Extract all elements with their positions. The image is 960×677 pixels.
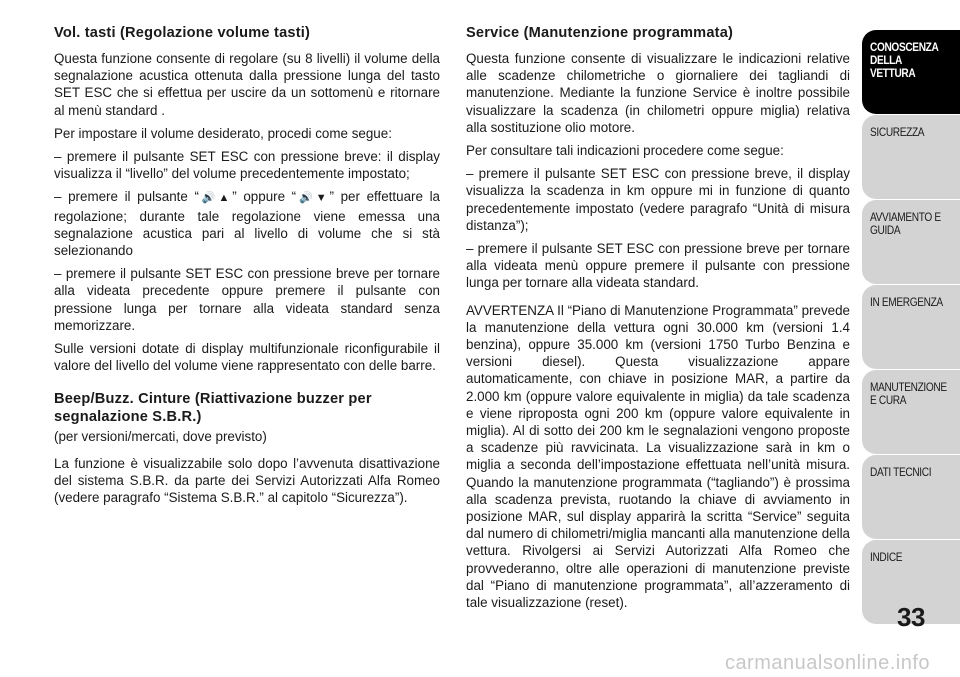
tab-label: IN EMERGENZA (870, 297, 943, 309)
paragraph: – premere il pulsante SET ESC con pressione breve per tornare alla videata precedente oppure premere il pulsante con pressione lunga per tornare alla videata standard senza memorizzare. (54, 266, 440, 333)
tab-conoscenza-della-vettura[interactable] (862, 30, 960, 114)
left-column (54, 24, 440, 512)
paragraph-volume-buttons (54, 188, 440, 259)
warning-paragraph: AVVERTENZA Il “Piano di Manutenzione Programmata” prevede la manutenzione della vettura ogni 30.000 km (versioni 1.4 benzina), oppure 35.000 km (versioni 1750 Turbo Benzina e versioni diesel). Questa visualizzazione appare automaticamente, con chiave in posizione MAR, a partire da 2.000 km (oppure valore equivalente in miglia) da tale scadenza e viene riproposta ogni 200 km (oppure valore equivalente in miglia). Al di sotto dei 200 km le segnalazioni vengono proposte a scadenze più ravvicinata. La visualizzazione sarà in km o miglia a seconda dell’impostazione effettuata nell’unità misura. Quando la manutenzione programmata (“tagliando”) è prossima alla scadenza prevista, ruotando la chiave di avviamento in posizione MAR, sul display apparirà la scritta “Service” seguita dal numero di chilometri/miglia mancanti alla manutenzione della vettura. Rivolgersi ai Servizi Autorizzati Alfa Romeo che provvederanno, oltre alle operazioni di manutenzione previste dal “Piano di manutenzione programmata”, all’azzeramento di tale visualizzazione (reset). (466, 302, 850, 611)
section-title-service: Service (Manutenzione programmata) (466, 25, 734, 41)
section-note: (per versioni/mercati, dove previsto) (54, 429, 267, 445)
tab-label: SICUREZZA (870, 127, 925, 139)
paragraph: Questa funzione consente di visualizzare le indicazioni relative alle scadenze chilometriche o giornaliere dei tagliandi di manutenzione. Mediante la funzione Service è inoltre possibile visualizzare la scadenza (in chilometri oppure miglia) relativa alla sostituzione olio motore. (466, 51, 850, 135)
tab-label: AVVIAMENTO E GUIDA (870, 212, 941, 237)
page-number: 33 (897, 602, 925, 632)
paragraph: Questa funzione consente di regolare (su 8 livelli) il volume della segnalazione acustica ottenuta dalla pressione lunga del tasto SET ESC che si effettua per uscire da un sottomenù e ritornare al menù standard . (54, 51, 440, 118)
section-title-buzzer: Beep/Buzz. Cinture (Riattivazione buzzer per segnalazione S.B.R.) (54, 391, 372, 426)
paragraph: Sulle versioni dotate di display multifunzionale riconfigurabile il valore del livello del volume viene rappresentato con delle barre. (54, 341, 440, 374)
section-title-volume: Vol. tasti (Regolazione volume tasti) (54, 25, 311, 41)
tab-sicurezza[interactable] (862, 115, 960, 199)
text-part: ” oppure “ (232, 189, 297, 205)
paragraph: – premere il pulsante SET ESC con pressione breve, il display visualizza la scadenza in km oppure mi in funzione di quanto precedentemente impostato (vedere paragrafo “Unità di misura distanza”); (466, 166, 850, 233)
tab-dati-tecnici[interactable] (862, 455, 960, 539)
tab-in-emergenza[interactable] (862, 285, 960, 369)
volume-up-icon: 🔊▲ (198, 192, 233, 205)
paragraph: Per impostare il volume desiderato, procedi come segue: (54, 125, 392, 141)
paragraph: – premere il pulsante SET ESC con pressione breve per tornare alla videata menù oppure premere il pulsante con pressione lunga per tornare alla videata standard. (466, 241, 850, 291)
tab-label: MANUTENZIONE E CURA (870, 382, 947, 407)
tab-label: INDICE (870, 552, 903, 564)
paragraph: – premere il pulsante SET ESC con pressione breve: il display visualizza il “livello” del volume precedentemente impostato; (54, 149, 440, 182)
paragraph: Per consultare tali indicazioni procedere come segue: (466, 143, 784, 159)
paragraph: La funzione è visualizzabile solo dopo l’avvenuta disattivazione del sistema S.B.R. da parte dei Servizi Autorizzati Alfa Romeo (vedere paragrafo “Sistema S.B.R.” al capitolo “Sicurezza”). (54, 455, 440, 506)
tab-avviamento-e-guida[interactable] (862, 200, 960, 284)
right-column (466, 24, 850, 617)
text-part: – premere il pulsante “ (54, 189, 199, 205)
tab-manutenzione-e-cura[interactable] (862, 370, 960, 454)
tab-label: CONOSCENZA DELLA VETTURA (870, 42, 939, 80)
text-part: ” per effettuare la regolazione; durante tale regolazione viene emessa una segnalazione acustica pari al livello di volume che si stà selezionando (54, 189, 440, 259)
watermark: carmanualsonline.info (724, 652, 930, 674)
volume-down-icon: 🔊▼ (296, 192, 330, 205)
chapter-sidebar (862, 30, 960, 625)
tab-label: DATI TECNICI (870, 467, 932, 479)
